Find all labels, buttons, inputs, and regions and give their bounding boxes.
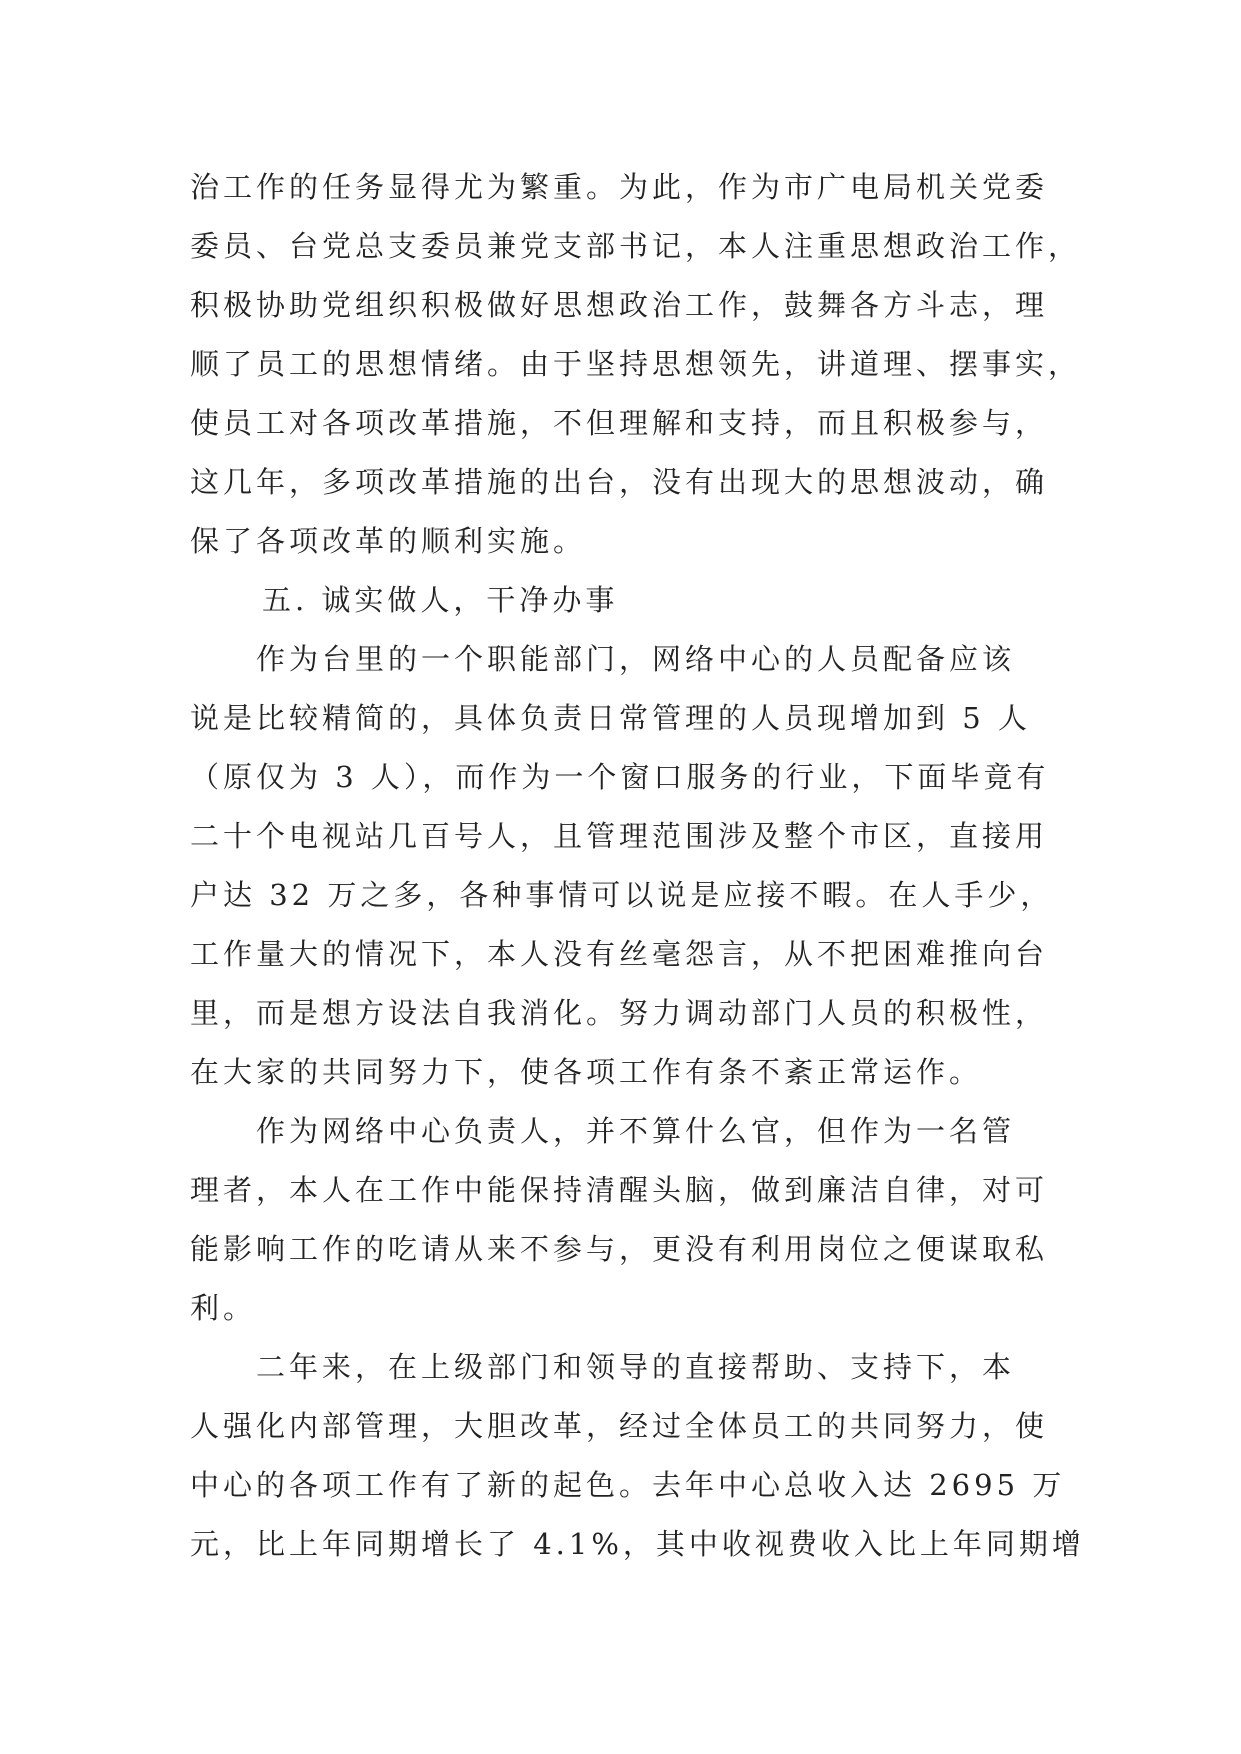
text-line: 积极协助党组织积极做好思想政治工作，鼓舞各方斗志，理 [190, 288, 1049, 322]
text-line: 利。 [190, 1291, 257, 1325]
paragraph-start-line: 作为台里的一个职能部门，网络中心的人员配备应该 [256, 642, 1016, 676]
text-line: （原仅为 3 人），而作为一个窗口服务的行业，下面毕竟有 [190, 760, 1050, 794]
paragraph-start-line: 作为网络中心负责人，并不算什么官，但作为一名管 [256, 1114, 1016, 1148]
text-line: 这几年，多项改革措施的出台，没有出现大的思想波动，确 [190, 465, 1049, 499]
text-line: 在大家的共同努力下，使各项工作有条不紊正常运作。 [190, 1055, 983, 1089]
text-line: 中心的各项工作有了新的起色。去年中心总收入达 2695 万 [190, 1468, 1066, 1502]
text-line: 里，而是想方设法自我消化。努力调动部门人员的积极性， [190, 996, 1049, 1030]
text-line: 人强化内部管理，大胆改革，经过全体员工的共同努力，使 [190, 1409, 1049, 1443]
paragraph-start-line: 二年来，在上级部门和领导的直接帮助、支持下，本 [256, 1350, 1016, 1384]
text-line: 元，比上年同期增长了 4.1%，其中收视费收入比上年同期增 [190, 1527, 1085, 1561]
text-line: 保了各项改革的顺利实施。 [190, 524, 587, 558]
text-line: 治工作的任务显得尤为繁重。为此，作为市广电局机关党委 [190, 170, 1049, 204]
text-line: 理者，本人在工作中能保持清醒头脑，做到廉洁自律，对可 [190, 1173, 1049, 1207]
text-line: 顺了员工的思想情绪。由于坚持思想领先，讲道理、摆事实， [190, 347, 1082, 381]
text-line: 使员工对各项改革措施，不但理解和支持，而且积极参与， [190, 406, 1049, 440]
text-line: 能影响工作的吃请从来不参与，更没有利用岗位之便谋取私 [190, 1232, 1049, 1266]
text-line: 说是比较精简的，具体负责日常管理的人员现增加到 5 人 [190, 701, 1031, 735]
section-heading: 五. 诚实做人，干净办事 [262, 583, 619, 617]
text-line: 户达 32 万之多，各种事情可以说是应接不暇。在人手少， [190, 878, 1054, 912]
text-line: 工作量大的情况下，本人没有丝毫怨言，从不把困难推向台 [190, 937, 1049, 971]
text-line: 委员、台党总支委员兼党支部书记，本人注重思想政治工作， [190, 229, 1082, 263]
document-body [190, 158, 1085, 1574]
text-line: 二十个电视站几百号人，且管理范围涉及整个市区，直接用 [190, 819, 1049, 853]
